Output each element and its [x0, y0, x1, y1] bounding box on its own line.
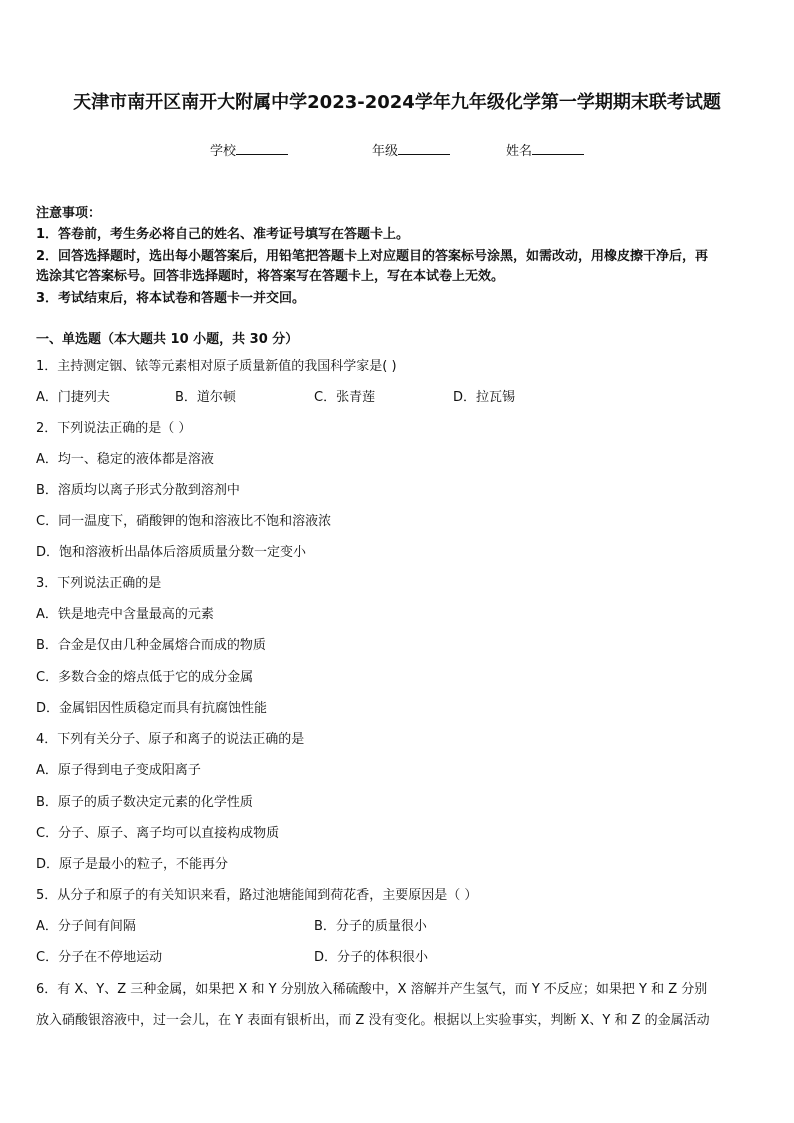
question-2-stem: 2．下列说法正确的是（ ）	[36, 421, 192, 436]
question-3-option-b: B．合金是仅由几种金属熔合而成的物质	[36, 638, 266, 653]
notice-heading: 注意事项：	[36, 206, 102, 221]
grade-blank[interactable]	[398, 142, 450, 155]
question-1-stem: 1．主持测定铟、铱等元素相对原子质量新值的我国科学家是( )	[36, 359, 397, 374]
question-5-option-a: A．分子间有间隔	[36, 919, 136, 934]
question-2-option-b: B．溶质均以离子形式分散到溶剂中	[36, 483, 240, 498]
grade-label: 年级	[372, 144, 399, 159]
question-5-option-c: C．分子在不停地运动	[36, 950, 163, 965]
name-field	[506, 140, 584, 159]
question-3-option-c: C．多数合金的熔点低于它的成分金属	[36, 670, 254, 685]
question-1-option-c: C．张青莲	[314, 390, 376, 405]
question-6-line-2: 放入硝酸银溶液中，过一会儿，在 Y 表面有银析出，而 Z 没有变化。根据以上实验事实，判断 X、Y 和 Z 的金属活动	[36, 1013, 710, 1028]
question-5-option-b: B．分子的质量很小	[314, 919, 427, 934]
question-3-stem: 3．下列说法正确的是	[36, 576, 162, 591]
question-4-option-d: D．原子是最小的粒子，不能再分	[36, 857, 229, 872]
question-4-option-a: A．原子得到电子变成阳离子	[36, 763, 201, 778]
question-4-option-c: C．分子、原子、离子均可以直接构成物质	[36, 826, 280, 841]
question-1-option-d: D．拉瓦锡	[453, 390, 516, 405]
notice-item: 选涂其它答案标号。回答非选择题时，将答案写在答题卡上，写在本试卷上无效。	[36, 269, 505, 284]
question-5-stem: 5．从分子和原子的有关知识来看，路过池塘能闻到荷花香，主要原因是（ ）	[36, 888, 478, 903]
question-2-option-c: C．同一温度下，硝酸钾的饱和溶液比不饱和溶液浓	[36, 514, 332, 529]
question-5-option-d: D．分子的体积很小	[314, 950, 429, 965]
question-1-option-a: A．门捷列夫	[36, 390, 110, 405]
name-blank[interactable]	[532, 142, 584, 155]
notice-item: 2．回答选择题时，选出每小题答案后，用铅笔把答题卡上对应题目的答案标号涂黑，如需改动，用橡皮擦干净后，再	[36, 249, 709, 264]
school-field	[210, 140, 288, 159]
school-label: 学校	[210, 144, 237, 159]
question-6-line-1: 6．有 X、Y、Z 三种金属，如果把 X 和 Y 分别放入稀硫酸中，X 溶解并产生氢气，而 Y 不反应；如果把 Y 和 Z 分别	[36, 982, 708, 997]
question-3-option-a: A．铁是地壳中含量最高的元素	[36, 607, 214, 622]
notice-item: 1．答卷前，考生务必将自己的姓名、准考证号填写在答题卡上。	[36, 227, 410, 242]
question-4-option-b: B．原子的质子数决定元素的化学性质	[36, 795, 253, 810]
grade-field	[372, 140, 450, 159]
question-2-option-d: D．饱和溶液析出晶体后溶质质量分数一定变小	[36, 545, 307, 560]
section-heading: 一、单选题（本大题共 10 小题，共 30 分）	[36, 332, 299, 347]
name-label: 姓名	[506, 144, 533, 159]
notice-item: 3．考试结束后，将本试卷和答题卡一并交回。	[36, 291, 306, 306]
question-2-option-a: A．均一、稳定的液体都是溶液	[36, 452, 214, 467]
question-3-option-d: D．金属铝因性质稳定而具有抗腐蚀性能	[36, 701, 268, 716]
school-blank[interactable]	[236, 142, 288, 155]
page-title: 天津市南开区南开大附属中学2023-2024学年九年级化学第一学期期末联考试题	[73, 92, 721, 113]
question-4-stem: 4．下列有关分子、原子和离子的说法正确的是	[36, 732, 305, 747]
question-1-option-b: B．道尔顿	[175, 390, 236, 405]
